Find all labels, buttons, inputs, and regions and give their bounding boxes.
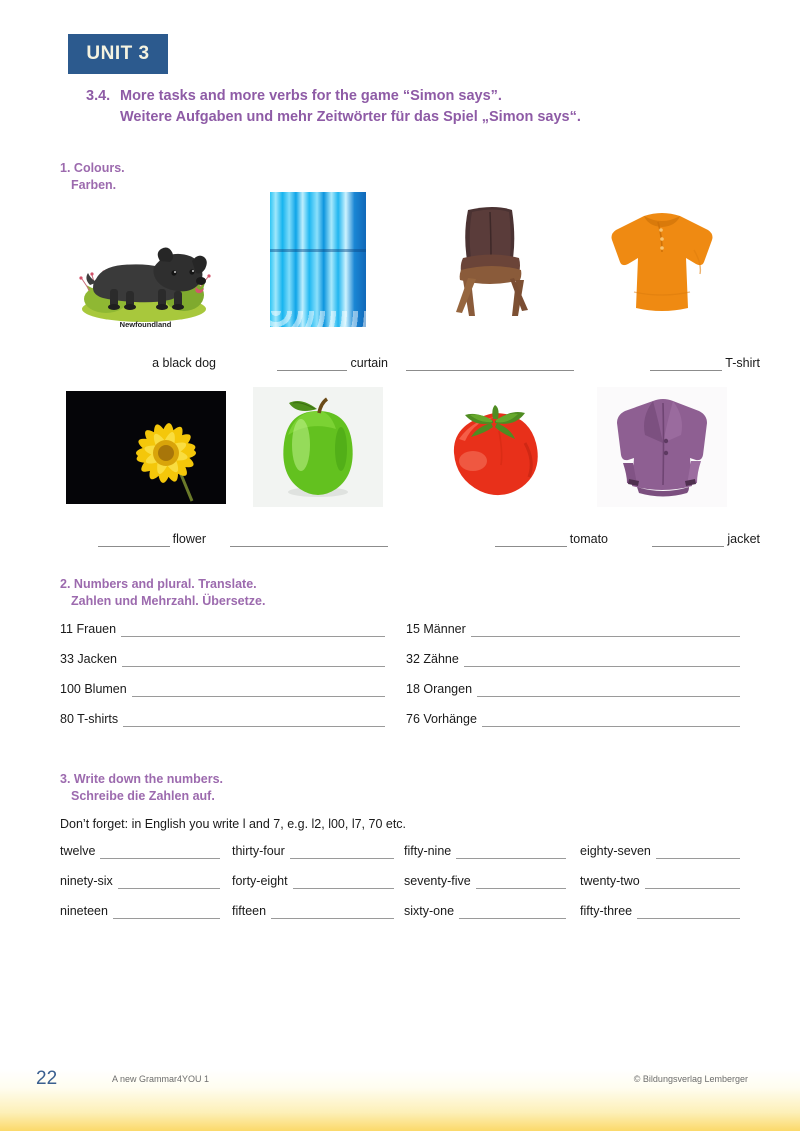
translate-row[interactable] [406,622,740,637]
answer-blank[interactable] [650,357,722,371]
answer-blank[interactable] [495,533,567,547]
number-word: fifty-nine [404,844,452,858]
answer-blank[interactable] [477,684,740,697]
answer-blank[interactable] [456,846,566,859]
number-word-cell[interactable] [232,874,394,889]
exercise-1-heading [60,160,125,194]
exercise-2-title-en: Numbers and plural. Translate. [73,577,257,591]
number-word: twelve [60,844,96,858]
picture-cell-curtain [230,192,405,327]
translate-term: 100 Blumen [60,682,127,696]
exercise-3-heading [60,771,223,805]
number-word: twenty-two [580,874,640,888]
brown-chair-photo [406,192,581,327]
picture-cell-tomato [406,382,581,512]
translate-term: 15 Männer [406,622,466,636]
translate-term: 18 Orangen [406,682,473,696]
label-word-tshirt: T-shirt [725,356,760,370]
answer-blank[interactable] [100,846,220,859]
answer-blank[interactable] [656,846,740,859]
picture-cell-jacket [574,382,749,512]
footer-copyright: © Bildungsverlag Lemberger [633,1074,748,1084]
number-word: forty-eight [232,874,288,888]
picture-cell-black-dog [58,192,233,327]
translate-row[interactable] [60,682,385,697]
yellow-flower-photo [66,391,226,504]
answer-blank[interactable] [230,533,388,547]
label-word-jacket: jacket [727,532,760,546]
black-dog-illustration [66,227,226,327]
number-word: fifteen [232,904,267,918]
translate-term: 80 T-shirts [60,712,119,726]
page-number: 22 [36,1068,58,1089]
label-word-black-dog: a black dog [152,356,216,370]
translate-term: 11 Frauen [60,622,117,636]
answer-blank[interactable] [113,906,220,919]
answer-blank[interactable] [122,654,385,667]
answer-blank[interactable] [132,684,385,697]
label-row-2 [58,527,758,547]
unit-badge: UNIT 3 [68,34,168,74]
answer-blank[interactable] [464,654,740,667]
translate-row[interactable] [406,652,740,667]
exercise-1-title-de: Farben. [71,178,117,192]
number-word: thirty-four [232,844,285,858]
picture-row-1 [58,192,748,327]
translate-row[interactable] [406,682,740,697]
answer-blank[interactable] [290,846,394,859]
exercise-3-number: 3. [60,772,71,786]
answer-blank[interactable] [406,357,574,371]
answer-blank[interactable] [271,906,394,919]
exercise-3-note: Don’t forget: in English you write l and 7, e.g. l2, l00, l7, 70 etc. [60,817,407,831]
answer-blank[interactable] [637,906,740,919]
number-word: eighty-seven [580,844,651,858]
translate-row[interactable] [60,652,385,667]
exercise-3-title-en: Write down the numbers. [73,772,224,786]
number-word-cell[interactable] [580,874,740,889]
answer-blank[interactable] [121,624,385,637]
answer-blank[interactable] [476,876,566,889]
answer-blank[interactable] [118,876,220,889]
number-word-cell[interactable] [404,904,566,919]
translate-row[interactable] [60,712,385,727]
number-word-cell[interactable] [232,844,394,859]
number-word: seventy-five [404,874,471,888]
section-title-en: More tasks and more verbs for the game “Simon says”. [120,88,502,104]
translate-term: 33 Jacken [60,652,117,666]
label-cell-jacket[interactable] [598,527,760,547]
label-word-flower: flower [172,532,206,546]
label-cell-tomato[interactable] [428,527,608,547]
answer-blank[interactable] [652,533,724,547]
translate-row[interactable] [60,622,385,637]
section-title-de: Weitere Aufgaben und mehr Zeitwörter für das Spiel „Simon says“. [120,109,581,125]
label-row-1 [58,351,758,371]
answer-blank[interactable] [123,714,385,727]
number-word: nineteen [60,904,108,918]
exercise-2-heading [60,576,265,610]
label-cell-flower[interactable] [58,527,206,547]
picture-cell-flower [58,382,233,512]
answer-blank[interactable] [482,714,740,727]
number-word-cell[interactable] [404,874,566,889]
picture-cell-apple [230,382,405,512]
label-cell-black-dog[interactable] [58,351,216,371]
number-word-cell[interactable] [60,874,220,889]
answer-blank[interactable] [459,906,566,919]
label-cell-chair[interactable] [406,351,574,371]
label-word-tomato: tomato [569,532,608,546]
exercise-2-title-de: Zahlen und Mehrzahl. Übersetze. [71,594,266,608]
exercise-1-number: 1. [60,161,71,175]
answer-blank[interactable] [471,624,740,637]
label-cell-apple[interactable] [230,527,388,547]
translate-term: 76 Vorhänge [406,712,477,726]
exercise-1-title-en: Colours. [73,161,125,175]
number-word-cell[interactable] [60,904,220,919]
answer-blank[interactable] [645,876,740,889]
answer-blank[interactable] [98,533,170,547]
translate-term: 32 Zähne [406,652,459,666]
green-apple-photo [253,387,383,507]
exercise-3-title-de: Schreibe die Zahlen auf. [71,789,215,803]
label-word-curtain: curtain [350,356,388,370]
blue-curtain-photo [270,192,366,327]
number-word-cell[interactable] [404,844,566,859]
number-word-cell[interactable] [580,904,740,919]
dog-caption: Newfoundland [119,320,172,329]
translate-row[interactable] [406,712,740,727]
answer-blank[interactable] [277,357,347,371]
orange-tshirt-photo [574,192,749,327]
number-word-cell[interactable] [60,844,220,859]
number-word-cell[interactable] [232,904,394,919]
exercise-2-number: 2. [60,577,71,591]
footer-book-title: A new Grammar4YOU 1 [112,1074,210,1084]
section-heading [86,86,786,128]
label-cell-curtain[interactable] [230,351,388,371]
purple-jacket-photo [597,387,727,507]
picture-cell-tshirt [574,192,749,327]
red-tomato-illustration [429,387,559,507]
number-word: sixty-one [404,904,455,918]
number-word: fifty-three [580,904,633,918]
picture-cell-chair [406,192,581,327]
section-number: 3.4. [86,88,111,104]
answer-blank[interactable] [293,876,394,889]
number-word: ninety-six [60,874,113,888]
label-cell-tshirt[interactable] [598,351,760,371]
number-word-cell[interactable] [580,844,740,859]
picture-row-2 [58,382,748,512]
